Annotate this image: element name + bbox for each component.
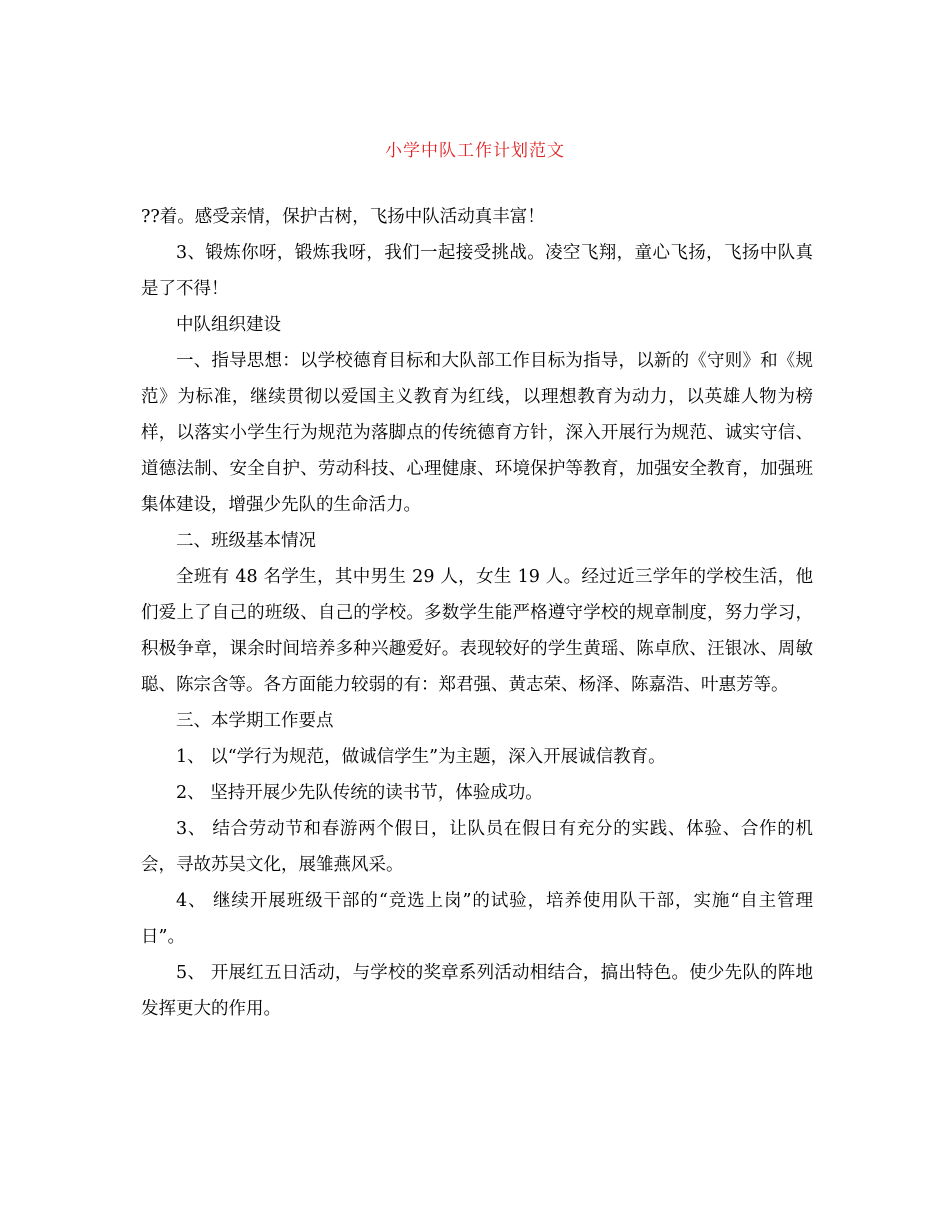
section-heading-organization: 中队组织建设 (176, 315, 281, 335)
paragraph-class-info: 全班有 48 名学生，其中男生 29 人，女生 19 人。经过近三学年的学校生活，他们爱上了自己的班级、自己的学校。多数学生能严格遵守学校的规章制度，努力学习，积极争章，课余时间培养多种兴趣爱好。表现较好的学生黄瑶、陈卓欣、汪银冰、周敏聪、陈宗含等。各方面能力较弱的有：郑君强、黄志荣、杨泽、陈嘉浩、叶惠芳等。 (141, 567, 813, 695)
list-item-4: 4、 继续开展班级干部的“竞选上岗”的试验，培养使用队干部，实施“自主管理日”。 (141, 891, 813, 947)
list-item-5: 5、 开展红五日活动，与学校的奖章系列活动相结合，搞出特色。使少先队的阵地发挥更大的作用。 (141, 963, 813, 1019)
section-heading-work-points: 三、本学期工作要点 (176, 711, 334, 731)
paragraph-guiding-thought: 一、指导思想：以学校德育目标和大队部工作目标为指导，以新的《守则》和《规范》为标准，继续贯彻以爱国主义教育为红线，以理想教育为动力，以英雄人物为榜样，以落实小学生行为规范为落脚点的传统德育方针，深入开展行为规范、诚实守信、道德法制、安全自护、劳动科技、心理健康、环境保护等教育，加强安全教育，加强班集体建设，增强少先队的生命活力。 (141, 351, 813, 515)
document-title: 小学中队工作计划范文 (385, 141, 565, 161)
document-body (141, 199, 813, 1027)
section-heading-class-info: 二、班级基本情况 (176, 531, 316, 551)
paragraph-item-3: 3、锻炼你呀，锻炼我呀，我们一起接受挑战。凌空飞翔，童心飞扬，飞扬中队真是了不得！ (141, 243, 813, 299)
paragraph-continuation: ??着。感受亲情，保护古树，飞扬中队活动真丰富！ (141, 207, 545, 227)
list-item-1: 1、 以“学行为规范，做诚信学生”为主题，深入开展诚信教育。 (176, 747, 666, 767)
list-item-2: 2、 坚持开展少先队传统的读书节，体验成功。 (176, 783, 543, 803)
list-item-3: 3、 结合劳动节和春游两个假日，让队员在假日有充分的实践、体验、合作的机会，寻故苏吴文化，展雏燕风采。 (141, 819, 813, 875)
